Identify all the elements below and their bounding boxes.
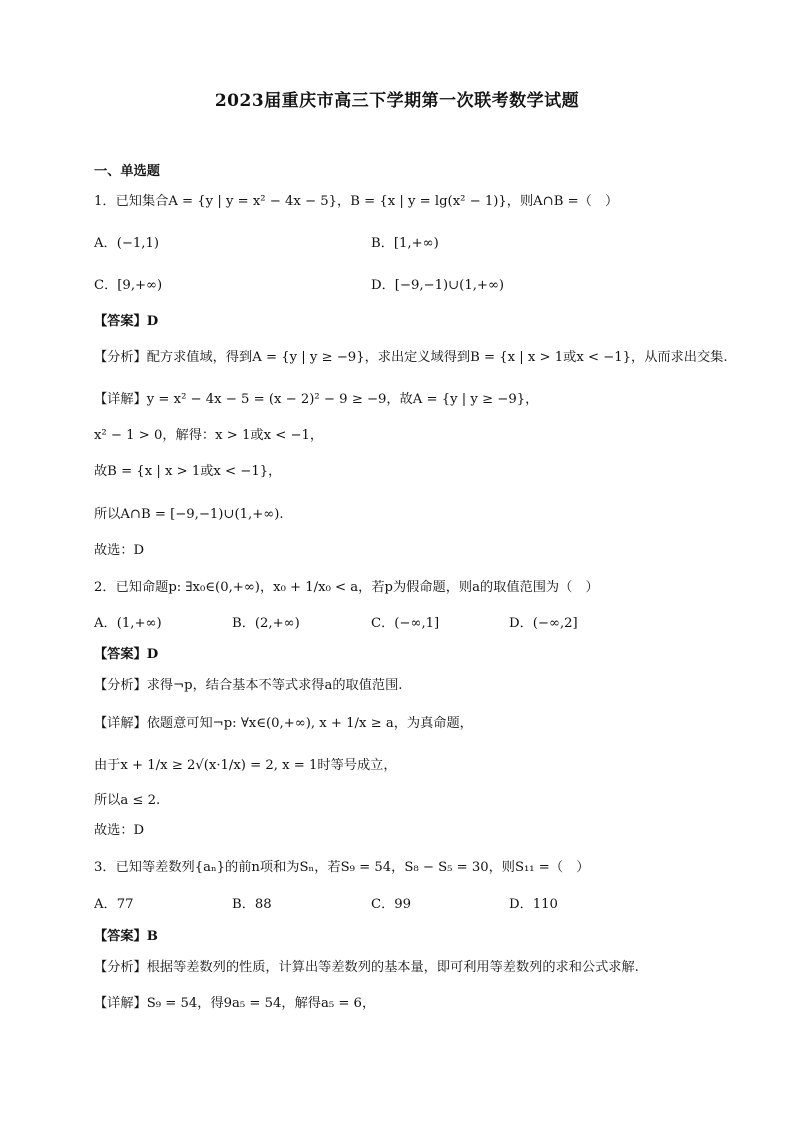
q1-analysis: 【分析】配方求值域，得到A = {y | y ≥ −9}，求出定义域得到B = {x | x > 1或x < −1}，从而求出交集. [94, 350, 728, 365]
q2-detail-line: 由于x + 1/x ≥ 2√(x·1/x) = 2, x = 1时等号成立， [94, 758, 397, 773]
q1-option-d: D．[−9,−1)∪(1,+∞) [371, 278, 505, 293]
q1-detail-line: 所以A∩B = [−9,−1)∪(1,+∞). [94, 507, 284, 522]
q2-option-c: C．(−∞,1] [371, 616, 440, 631]
q1-option-b: B．[1,+∞) [371, 236, 439, 251]
page-title: 2023届重庆市高三下学期第一次联考数学试题 [214, 91, 580, 111]
question-1-stem: 1．已知集合A = {y | y = x² − 4x − 5}，B = {x | y = lg(x² − 1)}，则A∩B =（ ） [94, 194, 619, 209]
q2-detail-line: 故选：D [94, 823, 145, 838]
q3-option-c: C．99 [371, 897, 412, 912]
q2-answer: 【答案】D [94, 647, 159, 662]
q3-detail-line: 【详解】S₉ = 54，得9a₅ = 54，解得a₅ = 6， [94, 996, 376, 1011]
q1-detail-line: x² − 1 > 0，解得：x > 1或x < −1， [94, 428, 324, 443]
q1-detail-line: 故B = {x | x > 1或x < −1}， [94, 464, 282, 479]
q1-option-c: C．[9,+∞) [94, 278, 163, 293]
question-3-stem: 3．已知等差数列{aₙ}的前n项和为Sₙ，若S₉ = 54，S₈ − S₅ = 30，则S₁₁ =（ ） [94, 860, 590, 875]
q2-option-b: B．(2,+∞) [232, 616, 300, 631]
q3-option-a: A．77 [94, 897, 134, 912]
q1-option-a: A．(−1,1) [94, 236, 160, 251]
q2-detail-line: 所以a ≤ 2. [94, 793, 161, 808]
q2-option-d: D．(−∞,2] [509, 616, 578, 631]
q1-answer: 【答案】D [94, 314, 159, 329]
q3-option-d: D．110 [509, 897, 558, 912]
q2-option-a: A．(1,+∞) [94, 616, 162, 631]
q2-analysis: 【分析】求得¬p，结合基本不等式求得a的取值范围. [94, 678, 403, 693]
q2-detail-line: 【详解】依题意可知¬p: ∀x∈(0,+∞), x + 1/x ≥ a，为真命题， [94, 716, 473, 731]
q1-detail-line: 故选：D [94, 543, 145, 558]
section-heading: 一、单选题 [94, 164, 160, 179]
q3-analysis: 【分析】根据等差数列的性质，计算出等差数列的基本量，即可利用等差数列的求和公式求解. [94, 960, 639, 975]
q3-answer: 【答案】B [94, 929, 158, 944]
q1-detail-line: 【详解】y = x² − 4x − 5 = (x − 2)² − 9 ≥ −9，故A = {y | y ≥ −9}， [94, 392, 539, 407]
question-2-stem: 2．已知命题p: ∃x₀∈(0,+∞)，x₀ + 1/x₀ < a，若p为假命题，则a的取值范围为（ ） [94, 580, 599, 595]
q3-option-b: B．88 [232, 897, 272, 912]
